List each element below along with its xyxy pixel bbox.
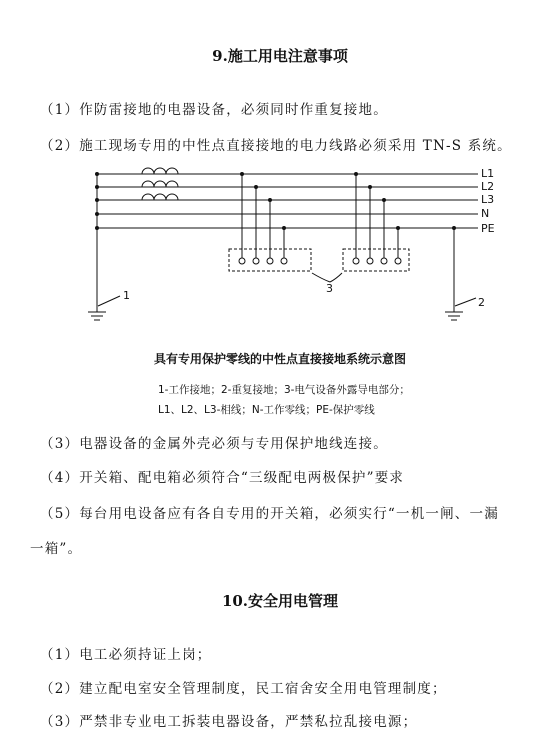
section-9-item-4: （4）开关箱、配电箱必须符合“三级配电两极保护”要求 — [40, 470, 405, 486]
diagram-legend-line-1: 1-工作接地；2-重复接地；3-电气设备外露导电部分； — [158, 384, 410, 396]
section-9-title: 9.施工用电注意事项 — [212, 47, 348, 65]
tn-s-system-diagram — [0, 160, 560, 360]
line-label-pe: PE — [481, 222, 495, 235]
section-9-item-5-continued: 一箱”。 — [30, 541, 83, 557]
diagram-caption: 具有专用保护零线的中性点直接接地系统示意图 — [153, 352, 406, 366]
section-10-item-3: （3）严禁非专业电工拆装电器设备，严禁私拉乱接电源； — [40, 714, 418, 730]
callout-1: 1 — [123, 289, 130, 302]
section-9-item-1: （1）作防雷接地的电器设备，必须同时作重复接地。 — [40, 102, 388, 118]
section-10-item-2: （2）建立配电室安全管理制度，民工宿舍安全用电管理制度； — [40, 681, 447, 697]
line-label-l3: L3 — [481, 193, 495, 206]
callout-3: 3 — [326, 282, 333, 295]
section-9-item-2: （2）施工现场专用的中性点直接接地的电力线路必须采用 TN-S 系统。 — [40, 138, 512, 154]
line-label-l2: L2 — [481, 180, 495, 193]
callout-2: 2 — [478, 296, 485, 309]
line-label-n: N — [481, 207, 490, 220]
section-9-item-3: （3）电器设备的金属外壳必须与专用保护地线连接。 — [40, 436, 388, 452]
section-9-item-5: （5）每台用电设备应有各自专用的开关箱，必须实行“一机一闸、一漏 — [40, 506, 499, 522]
diagram-legend-line-2: L1、L2、L3-相线；N-工作零线；PE-保护零线 — [158, 404, 375, 416]
section-10-item-1: （1）电工必须持证上岗； — [40, 647, 212, 663]
line-label-l1: L1 — [481, 167, 495, 180]
section-10-title: 10.安全用电管理 — [221, 592, 339, 610]
